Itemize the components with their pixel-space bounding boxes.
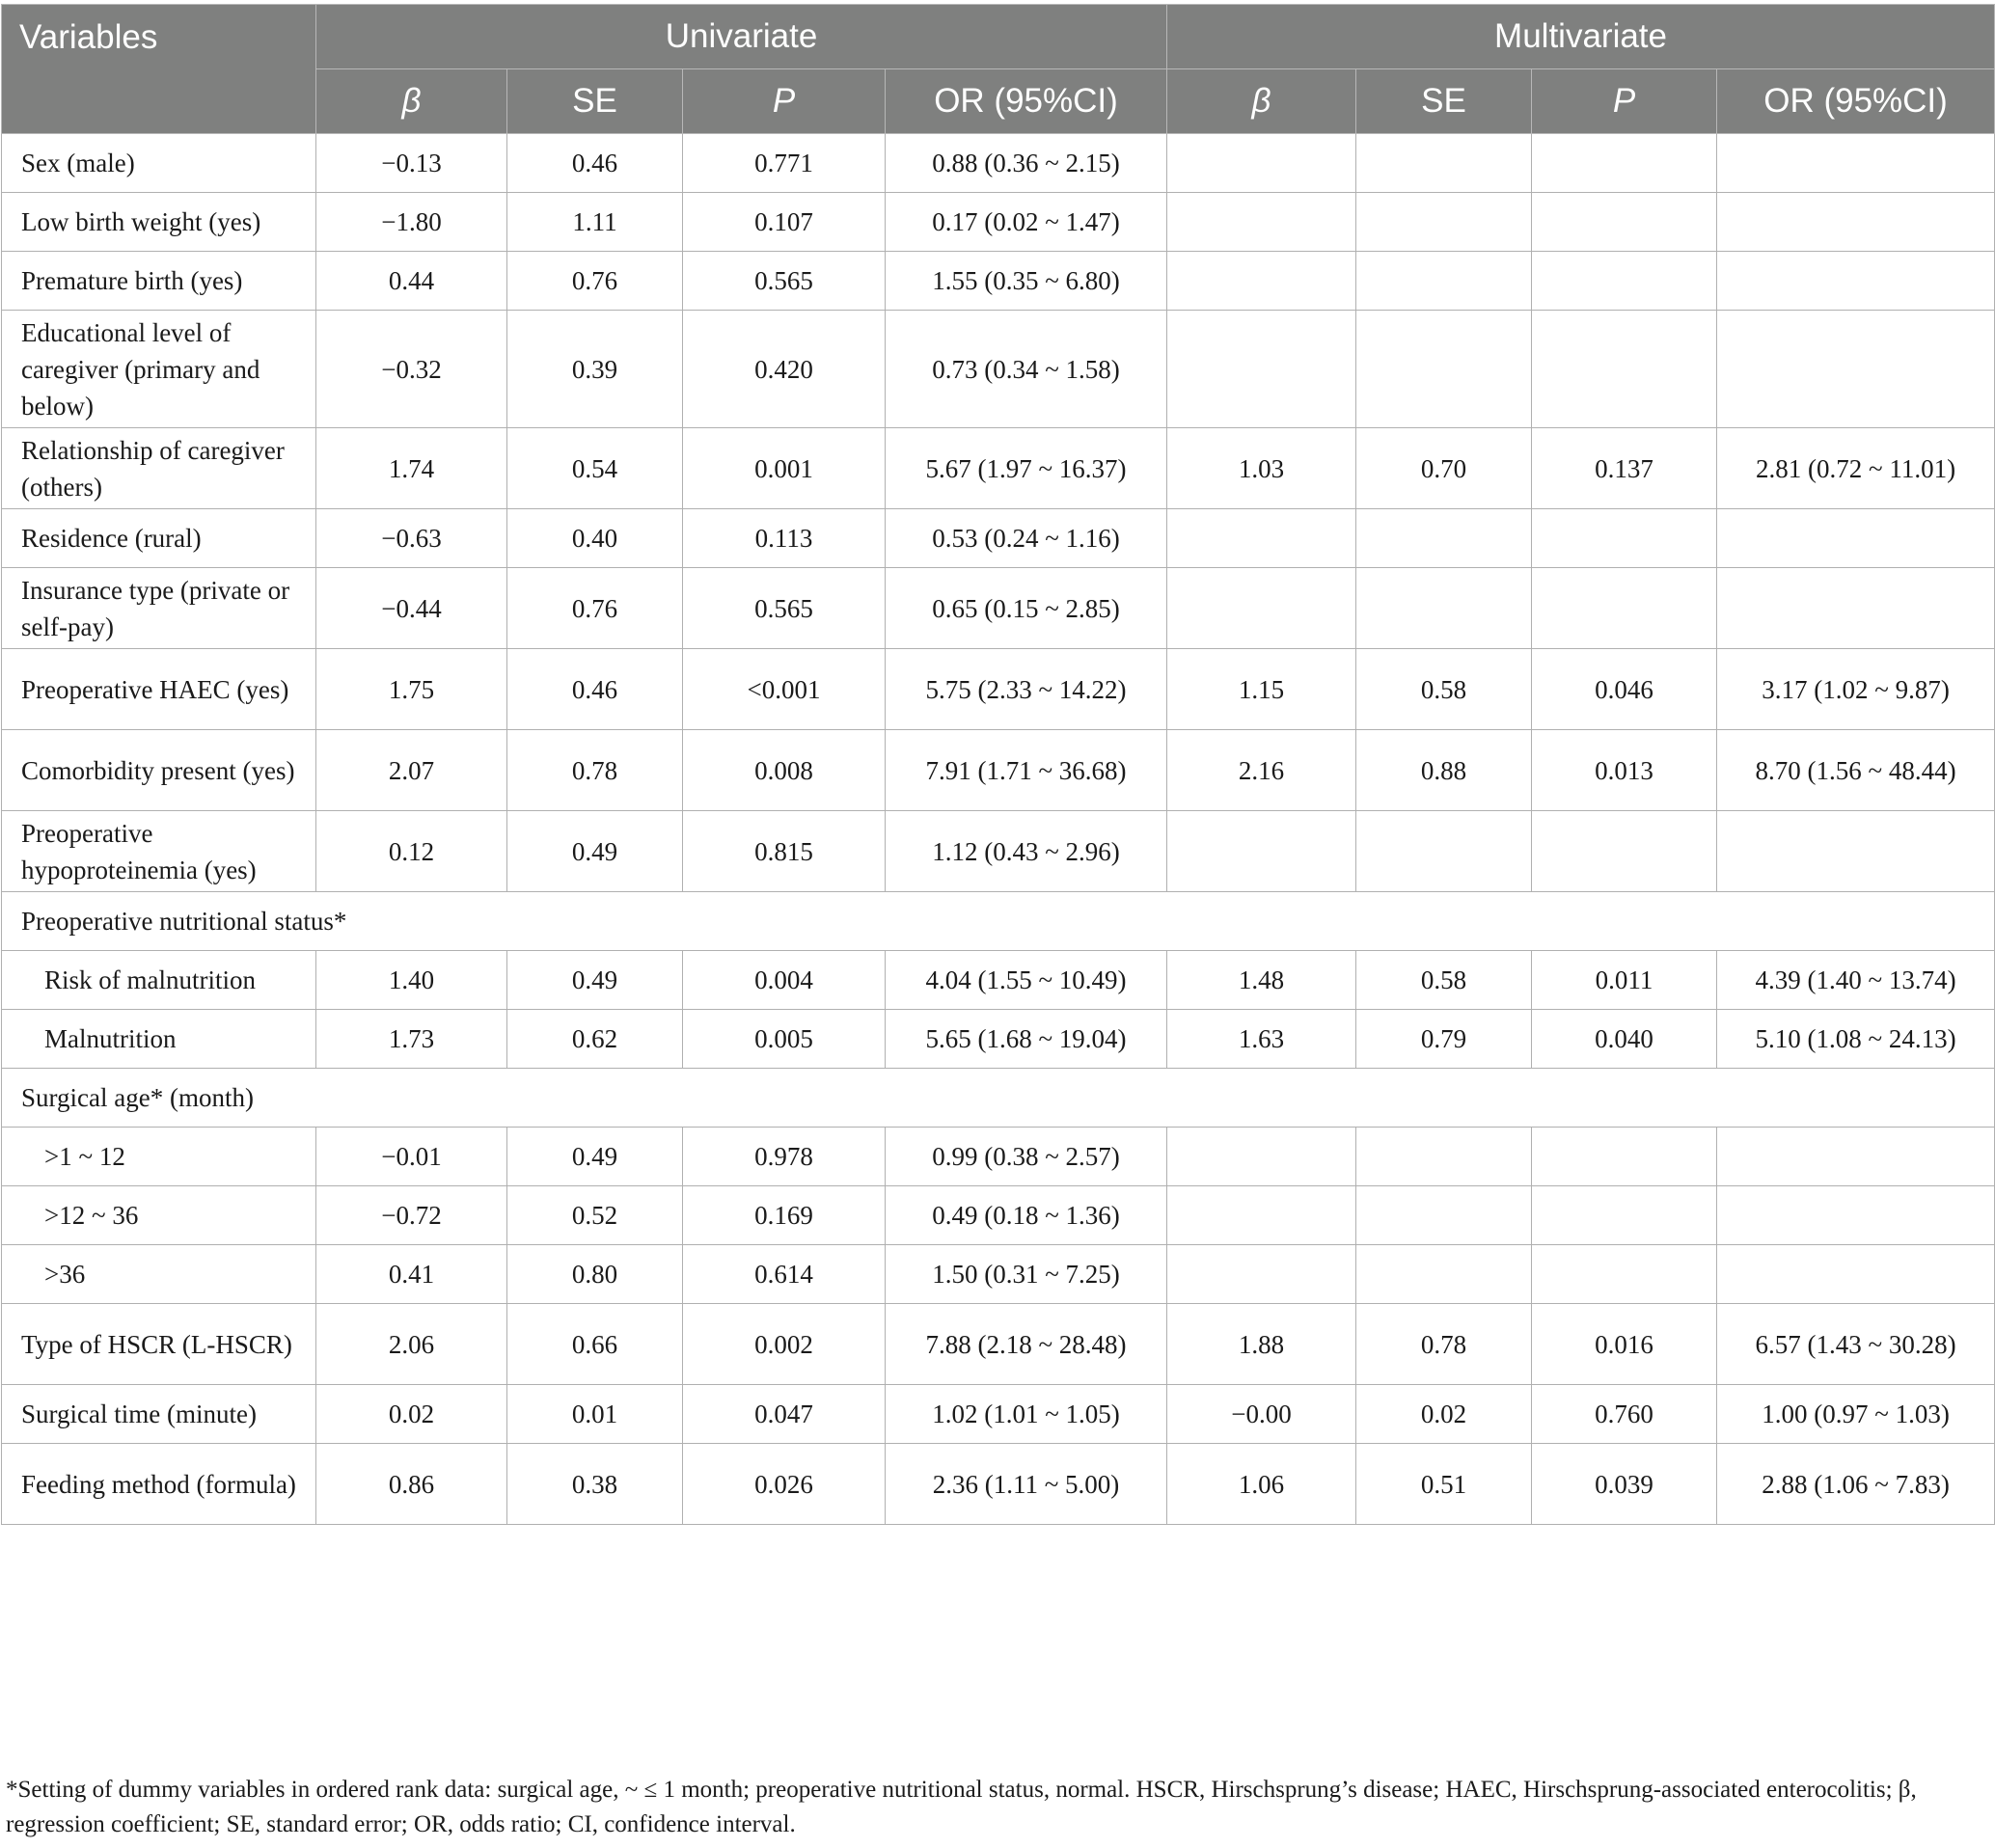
- table-row: [2, 1304, 1995, 1385]
- uni-p-cell: 0.565: [683, 252, 886, 311]
- uni-beta-cell: 1.40: [316, 951, 507, 1010]
- uni-or-cell: 5.67 (1.97 ~ 16.37): [886, 428, 1167, 509]
- section-label: Preoperative nutritional status*: [2, 892, 1995, 951]
- multi-or-cell: [1717, 311, 1995, 428]
- uni-beta-cell: 1.73: [316, 1010, 507, 1069]
- multi-se-cell: 0.02: [1356, 1385, 1532, 1444]
- uni-p-cell: 0.565: [683, 568, 886, 649]
- uni-se-cell: 1.11: [507, 193, 683, 252]
- multi-beta-cell: [1167, 252, 1356, 311]
- variable-label: Risk of malnutrition: [2, 951, 316, 1010]
- uni-se-cell: 0.78: [507, 730, 683, 811]
- uni-beta-cell: −0.32: [316, 311, 507, 428]
- header-col-beta: β: [316, 69, 507, 134]
- multi-beta-cell: [1167, 568, 1356, 649]
- uni-beta-cell: 0.41: [316, 1245, 507, 1304]
- table-row: [2, 730, 1995, 811]
- multi-or-cell: [1717, 193, 1995, 252]
- variable-label: >1 ~ 12: [2, 1128, 316, 1186]
- uni-beta-cell: −0.01: [316, 1128, 507, 1186]
- multi-or-cell: [1717, 252, 1995, 311]
- uni-p-cell: 0.113: [683, 509, 886, 568]
- multi-beta-cell: [1167, 311, 1356, 428]
- uni-beta-cell: 2.06: [316, 1304, 507, 1385]
- uni-or-cell: 1.50 (0.31 ~ 7.25): [886, 1245, 1167, 1304]
- table-row: [2, 428, 1995, 509]
- variable-label: Residence (rural): [2, 509, 316, 568]
- multi-or-cell: 3.17 (1.02 ~ 9.87): [1717, 649, 1995, 730]
- multi-beta-cell: [1167, 509, 1356, 568]
- variable-label: Surgical time (minute): [2, 1385, 316, 1444]
- multi-p-cell: [1532, 193, 1717, 252]
- table-header: [2, 5, 1995, 134]
- multi-beta-cell: 1.88: [1167, 1304, 1356, 1385]
- uni-beta-cell: −0.44: [316, 568, 507, 649]
- multi-or-cell: [1717, 568, 1995, 649]
- uni-or-cell: 7.91 (1.71 ~ 36.68): [886, 730, 1167, 811]
- table-row: [2, 649, 1995, 730]
- multi-or-cell: [1717, 1186, 1995, 1245]
- multi-or-cell: 4.39 (1.40 ~ 13.74): [1717, 951, 1995, 1010]
- variable-label: Relationship of caregiver (others): [2, 428, 316, 509]
- uni-se-cell: 0.52: [507, 1186, 683, 1245]
- uni-beta-cell: 1.75: [316, 649, 507, 730]
- multi-beta-cell: 2.16: [1167, 730, 1356, 811]
- multi-beta-cell: [1167, 193, 1356, 252]
- table-row: [2, 134, 1995, 193]
- header-col-or: OR (95%CI): [1717, 69, 1995, 134]
- uni-se-cell: 0.80: [507, 1245, 683, 1304]
- section-row: [2, 1069, 1995, 1128]
- multi-se-cell: 0.78: [1356, 1304, 1532, 1385]
- uni-p-cell: 0.815: [683, 811, 886, 892]
- multi-se-cell: [1356, 509, 1532, 568]
- table-row: [2, 1186, 1995, 1245]
- multi-or-cell: [1717, 1245, 1995, 1304]
- multi-p-cell: 0.016: [1532, 1304, 1717, 1385]
- header-variables: Variables: [2, 5, 316, 134]
- uni-se-cell: 0.66: [507, 1304, 683, 1385]
- uni-se-cell: 0.76: [507, 252, 683, 311]
- uni-p-cell: 0.005: [683, 1010, 886, 1069]
- uni-or-cell: 7.88 (2.18 ~ 28.48): [886, 1304, 1167, 1385]
- multi-beta-cell: 1.48: [1167, 951, 1356, 1010]
- uni-se-cell: 0.62: [507, 1010, 683, 1069]
- uni-or-cell: 0.49 (0.18 ~ 1.36): [886, 1186, 1167, 1245]
- uni-or-cell: 0.73 (0.34 ~ 1.58): [886, 311, 1167, 428]
- variable-label: Preoperative hypoproteinemia (yes): [2, 811, 316, 892]
- multi-beta-cell: [1167, 811, 1356, 892]
- uni-se-cell: 0.01: [507, 1385, 683, 1444]
- uni-or-cell: 1.12 (0.43 ~ 2.96): [886, 811, 1167, 892]
- multi-se-cell: 0.58: [1356, 951, 1532, 1010]
- multi-p-cell: 0.137: [1532, 428, 1717, 509]
- header-group-row: [2, 5, 1995, 69]
- uni-beta-cell: −1.80: [316, 193, 507, 252]
- multi-beta-cell: [1167, 134, 1356, 193]
- multi-se-cell: 0.79: [1356, 1010, 1532, 1069]
- uni-beta-cell: 0.02: [316, 1385, 507, 1444]
- variable-label: Sex (male): [2, 134, 316, 193]
- multi-beta-cell: [1167, 1245, 1356, 1304]
- multi-beta-cell: 1.63: [1167, 1010, 1356, 1069]
- uni-p-cell: 0.008: [683, 730, 886, 811]
- variable-label: Type of HSCR (L-HSCR): [2, 1304, 316, 1385]
- uni-p-cell: 0.026: [683, 1444, 886, 1525]
- variable-label: Premature birth (yes): [2, 252, 316, 311]
- multi-p-cell: 0.046: [1532, 649, 1717, 730]
- uni-se-cell: 0.39: [507, 311, 683, 428]
- multi-beta-cell: 1.06: [1167, 1444, 1356, 1525]
- multi-se-cell: [1356, 311, 1532, 428]
- uni-beta-cell: 0.86: [316, 1444, 507, 1525]
- header-multivariate: Multivariate: [1167, 5, 1995, 69]
- variable-label: Educational level of caregiver (primary and below): [2, 311, 316, 428]
- multi-beta-cell: 1.15: [1167, 649, 1356, 730]
- multi-se-cell: [1356, 1186, 1532, 1245]
- variable-label: Insurance type (private or self-pay): [2, 568, 316, 649]
- multi-se-cell: [1356, 811, 1532, 892]
- variable-label: Preoperative HAEC (yes): [2, 649, 316, 730]
- multi-p-cell: 0.040: [1532, 1010, 1717, 1069]
- multi-se-cell: 0.51: [1356, 1444, 1532, 1525]
- uni-beta-cell: −0.72: [316, 1186, 507, 1245]
- multi-or-cell: 6.57 (1.43 ~ 30.28): [1717, 1304, 1995, 1385]
- uni-or-cell: 0.99 (0.38 ~ 2.57): [886, 1128, 1167, 1186]
- multi-or-cell: [1717, 811, 1995, 892]
- multi-beta-cell: [1167, 1128, 1356, 1186]
- multi-p-cell: 0.039: [1532, 1444, 1717, 1525]
- uni-or-cell: 0.88 (0.36 ~ 2.15): [886, 134, 1167, 193]
- variable-label: >36: [2, 1245, 316, 1304]
- multi-beta-cell: [1167, 1186, 1356, 1245]
- multi-p-cell: 0.760: [1532, 1385, 1717, 1444]
- multi-p-cell: [1532, 811, 1717, 892]
- multi-or-cell: 5.10 (1.08 ~ 24.13): [1717, 1010, 1995, 1069]
- uni-beta-cell: 2.07: [316, 730, 507, 811]
- uni-or-cell: 0.17 (0.02 ~ 1.47): [886, 193, 1167, 252]
- multi-se-cell: 0.70: [1356, 428, 1532, 509]
- multi-se-cell: [1356, 568, 1532, 649]
- uni-se-cell: 0.46: [507, 649, 683, 730]
- multi-or-cell: [1717, 509, 1995, 568]
- multi-or-cell: 1.00 (0.97 ~ 1.03): [1717, 1385, 1995, 1444]
- uni-beta-cell: −0.13: [316, 134, 507, 193]
- table-row: [2, 1444, 1995, 1525]
- uni-p-cell: 0.614: [683, 1245, 886, 1304]
- multi-beta-cell: −0.00: [1167, 1385, 1356, 1444]
- table-row: [2, 1385, 1995, 1444]
- table-body: [2, 134, 1995, 1525]
- uni-beta-cell: −0.63: [316, 509, 507, 568]
- header-col-p: P: [683, 69, 886, 134]
- variable-label: Comorbidity present (yes): [2, 730, 316, 811]
- uni-p-cell: 0.420: [683, 311, 886, 428]
- uni-se-cell: 0.40: [507, 509, 683, 568]
- variable-label: >12 ~ 36: [2, 1186, 316, 1245]
- uni-se-cell: 0.38: [507, 1444, 683, 1525]
- multi-p-cell: [1532, 509, 1717, 568]
- header-col-se: SE: [507, 69, 683, 134]
- variable-label: Feeding method (formula): [2, 1444, 316, 1525]
- variable-label: Malnutrition: [2, 1010, 316, 1069]
- multi-or-cell: 8.70 (1.56 ~ 48.44): [1717, 730, 1995, 811]
- multi-p-cell: [1532, 568, 1717, 649]
- uni-or-cell: 1.02 (1.01 ~ 1.05): [886, 1385, 1167, 1444]
- uni-se-cell: 0.49: [507, 1128, 683, 1186]
- header-col-se: SE: [1356, 69, 1532, 134]
- header-col-p: P: [1532, 69, 1717, 134]
- multi-p-cell: [1532, 134, 1717, 193]
- multi-se-cell: [1356, 1245, 1532, 1304]
- multi-se-cell: [1356, 1128, 1532, 1186]
- uni-p-cell: 0.047: [683, 1385, 886, 1444]
- multi-se-cell: [1356, 252, 1532, 311]
- multi-or-cell: [1717, 1128, 1995, 1186]
- multi-or-cell: 2.88 (1.06 ~ 7.83): [1717, 1444, 1995, 1525]
- multi-p-cell: [1532, 252, 1717, 311]
- multi-p-cell: 0.011: [1532, 951, 1717, 1010]
- table-row: [2, 193, 1995, 252]
- uni-se-cell: 0.76: [507, 568, 683, 649]
- multi-p-cell: [1532, 311, 1717, 428]
- uni-or-cell: 0.65 (0.15 ~ 2.85): [886, 568, 1167, 649]
- uni-p-cell: 0.001: [683, 428, 886, 509]
- table-row: [2, 509, 1995, 568]
- multi-p-cell: [1532, 1245, 1717, 1304]
- multi-p-cell: [1532, 1186, 1717, 1245]
- multi-p-cell: 0.013: [1532, 730, 1717, 811]
- table-row: [2, 252, 1995, 311]
- uni-p-cell: 0.107: [683, 193, 886, 252]
- uni-beta-cell: 0.12: [316, 811, 507, 892]
- uni-se-cell: 0.46: [507, 134, 683, 193]
- table-row: [2, 951, 1995, 1010]
- table-row: [2, 1245, 1995, 1304]
- uni-p-cell: 0.169: [683, 1186, 886, 1245]
- multi-se-cell: [1356, 193, 1532, 252]
- header-col-or: OR (95%CI): [886, 69, 1167, 134]
- table-row: [2, 811, 1995, 892]
- uni-p-cell: 0.002: [683, 1304, 886, 1385]
- table-row: [2, 1128, 1995, 1186]
- multi-or-cell: 2.81 (0.72 ~ 11.01): [1717, 428, 1995, 509]
- header-univariate: Univariate: [316, 5, 1167, 69]
- uni-p-cell: 0.771: [683, 134, 886, 193]
- table-row: [2, 1010, 1995, 1069]
- table-footnote: *Setting of dummy variables in ordered rank data: surgical age, ~ ≤ 1 month; preoperative nutritional status, normal. HSCR, Hirschsprung’s disease; HAEC, Hirschsprung-associated enterocolitis; β, regression coefficient; SE, standard error; OR, odds ratio; CI, confidence interval.: [6, 1777, 1917, 1837]
- uni-or-cell: 4.04 (1.55 ~ 10.49): [886, 951, 1167, 1010]
- uni-beta-cell: 0.44: [316, 252, 507, 311]
- uni-se-cell: 0.49: [507, 951, 683, 1010]
- multi-p-cell: [1532, 1128, 1717, 1186]
- section-row: [2, 892, 1995, 951]
- variable-label: Low birth weight (yes): [2, 193, 316, 252]
- multi-se-cell: 0.88: [1356, 730, 1532, 811]
- uni-se-cell: 0.49: [507, 811, 683, 892]
- table-row: [2, 311, 1995, 428]
- regression-table: [1, 4, 1995, 1525]
- table-row: [2, 568, 1995, 649]
- uni-p-cell: 0.004: [683, 951, 886, 1010]
- uni-or-cell: 2.36 (1.11 ~ 5.00): [886, 1444, 1167, 1525]
- uni-p-cell: 0.978: [683, 1128, 886, 1186]
- multi-beta-cell: 1.03: [1167, 428, 1356, 509]
- uni-or-cell: 1.55 (0.35 ~ 6.80): [886, 252, 1167, 311]
- uni-or-cell: 0.53 (0.24 ~ 1.16): [886, 509, 1167, 568]
- multi-se-cell: [1356, 134, 1532, 193]
- header-col-beta: β: [1167, 69, 1356, 134]
- multi-or-cell: [1717, 134, 1995, 193]
- uni-se-cell: 0.54: [507, 428, 683, 509]
- uni-or-cell: 5.65 (1.68 ~ 19.04): [886, 1010, 1167, 1069]
- uni-or-cell: 5.75 (2.33 ~ 14.22): [886, 649, 1167, 730]
- uni-beta-cell: 1.74: [316, 428, 507, 509]
- multi-se-cell: 0.58: [1356, 649, 1532, 730]
- section-label: Surgical age* (month): [2, 1069, 1995, 1128]
- uni-p-cell: <0.001: [683, 649, 886, 730]
